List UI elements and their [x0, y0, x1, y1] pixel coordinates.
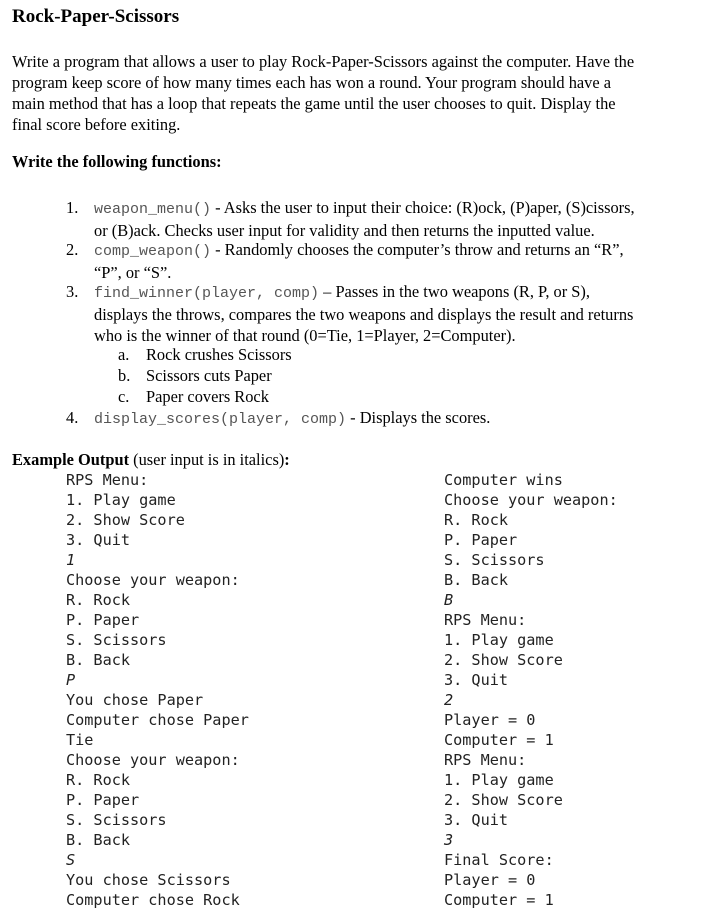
function-description: who is the winner of that round (0=Tie, 1=Player, 2=Computer).	[94, 326, 516, 345]
example-heading-bold: Example Output	[12, 450, 130, 469]
output-line: Tie	[66, 731, 94, 749]
output-line: Choose your weapon:	[444, 491, 618, 509]
output-line: 3. Quit	[444, 811, 509, 829]
intro-line: final score before exiting.	[12, 115, 181, 134]
output-line: P. Paper	[444, 531, 518, 549]
function-description: “P”, or “S”.	[94, 263, 172, 282]
output-line: P. Paper	[66, 791, 140, 809]
output-line: 1. Play game	[66, 491, 176, 509]
list-number: 3.	[66, 282, 79, 301]
output-line: 2. Show Score	[444, 651, 563, 669]
example-heading-note: (user input is in italics)	[129, 450, 285, 469]
user-input-line: B	[444, 591, 454, 609]
output-line: Choose your weapon:	[66, 571, 240, 589]
intro-paragraph	[12, 51, 702, 135]
output-line: R. Rock	[66, 591, 131, 609]
sub-item	[118, 386, 269, 407]
function-description: – Passes in the two weapons (R, P, or S),	[319, 282, 590, 301]
function-description: - Displays the scores.	[346, 408, 491, 427]
sub-item	[118, 344, 292, 365]
output-line: S. Scissors	[66, 631, 167, 649]
output-line: Player = 0	[444, 871, 536, 889]
output-line: R. Rock	[66, 771, 131, 789]
user-input-line: 3	[444, 831, 454, 849]
output-line: You chose Paper	[66, 691, 204, 709]
output-line: Final Score:	[444, 851, 554, 869]
output-line: Computer = 1	[444, 731, 554, 749]
user-input-line: S	[66, 851, 76, 869]
output-line: Computer chose Paper	[66, 711, 249, 729]
user-input-line: 1	[66, 551, 76, 569]
output-line: 2. Show Score	[444, 791, 563, 809]
output-line: RPS Menu:	[444, 611, 527, 629]
sub-item-text: Rock crushes Scissors	[146, 345, 292, 364]
sub-item-letter: c.	[118, 387, 130, 406]
output-line: R. Rock	[444, 511, 509, 529]
output-line: RPS Menu:	[444, 751, 527, 769]
output-line: S. Scissors	[66, 811, 167, 829]
output-line: You chose Scissors	[66, 871, 231, 889]
function-description: - Randomly chooses the computer’s throw and returns an “R”,	[211, 240, 624, 259]
list-number: 1.	[66, 198, 79, 217]
intro-line: Write a program that allows a user to play Rock-Paper-Scissors against the computer. Have the	[12, 52, 635, 71]
sub-item-letter: b.	[118, 366, 131, 385]
functions-heading: Write the following functions:	[12, 152, 222, 171]
output-line: Choose your weapon:	[66, 751, 240, 769]
output-line: B. Back	[444, 571, 509, 589]
output-line: 3. Quit	[66, 531, 131, 549]
output-line: B. Back	[66, 831, 131, 849]
function-description: or (B)ack. Checks user input for validity and then returns the inputted value.	[94, 221, 595, 240]
example-output-left-column	[66, 470, 249, 910]
function-signature: find_winner(player, comp)	[94, 285, 320, 302]
output-line: 1. Play game	[444, 771, 554, 789]
output-line: 3. Quit	[444, 671, 509, 689]
function-description: displays the throws, compares the two weapons and displays the result and returns	[94, 305, 634, 324]
sub-item-text: Scissors cuts Paper	[146, 366, 272, 385]
user-input-line: P	[66, 671, 76, 689]
output-line: Computer = 1	[444, 891, 554, 909]
example-output-right-column	[444, 470, 618, 910]
output-line: B. Back	[66, 651, 131, 669]
example-heading-colon: :	[284, 450, 290, 469]
output-line: P. Paper	[66, 611, 140, 629]
function-signature: weapon_menu()	[94, 201, 212, 218]
function-signature: display_scores(player, comp)	[94, 411, 347, 428]
user-input-line: 2	[444, 691, 454, 709]
sub-item	[118, 365, 272, 386]
intro-line: main method that has a loop that repeats the game until the user chooses to quit. Display the	[12, 94, 616, 113]
list-number: 2.	[66, 240, 79, 259]
page-title: Rock-Paper-Scissors	[12, 6, 180, 27]
output-line: Computer chose Rock	[66, 891, 240, 909]
output-line: 2. Show Score	[66, 511, 185, 529]
sub-item-letter: a.	[118, 345, 130, 364]
output-line: S. Scissors	[444, 551, 545, 569]
function-signature: comp_weapon()	[94, 243, 212, 260]
sub-item-text: Paper covers Rock	[146, 387, 269, 406]
output-line: Computer wins	[444, 471, 563, 489]
function-description: - Asks the user to input their choice: (R)ock, (P)aper, (S)cissors,	[211, 198, 635, 217]
output-line: RPS Menu:	[66, 471, 149, 489]
output-line: Player = 0	[444, 711, 536, 729]
list-number: 4.	[66, 408, 79, 427]
output-line: 1. Play game	[444, 631, 554, 649]
example-output-heading	[12, 450, 290, 470]
intro-line: program keep score of how many times each has won a round. Your program should have a	[12, 73, 612, 92]
